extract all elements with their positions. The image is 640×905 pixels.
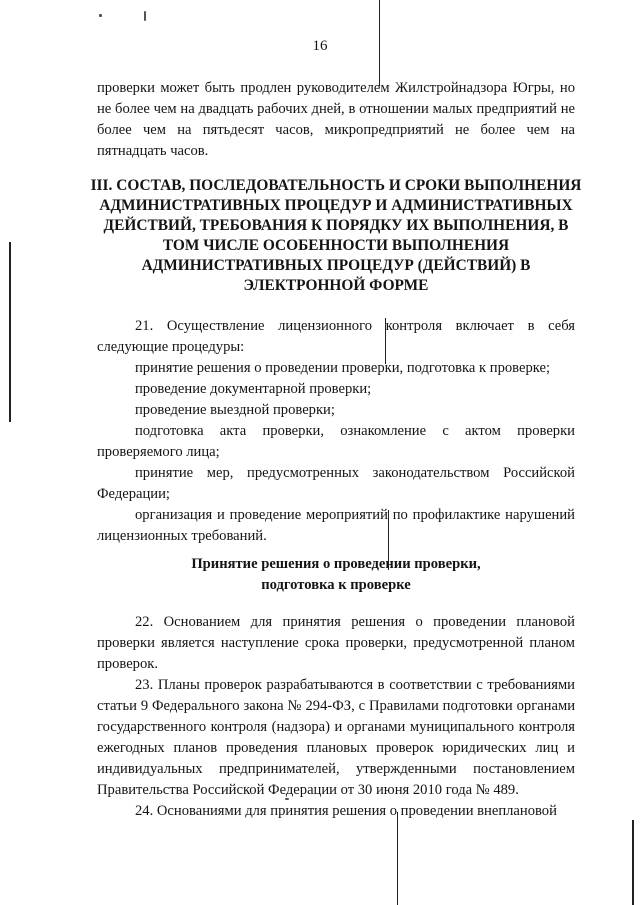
section-heading-line: АДМИНИСТРАТИВНЫХ ПРОЦЕДУР И АДМИНИСТРАТИВНЫХ <box>99 197 573 214</box>
subsection-heading <box>97 554 575 596</box>
procedure-item: организация и проведение мероприятий по профилактике нарушений лицензионных требований. <box>97 507 575 544</box>
procedure-item: подготовка акта проверки, ознакомление с актом проверки проверяемого лица; <box>97 423 575 460</box>
subsection-heading-line: Принятие решения о проведении проверки, <box>191 556 481 572</box>
scan-speck <box>99 14 102 17</box>
page-number: 16 <box>312 38 328 54</box>
scan-line-right-edge <box>632 820 634 905</box>
procedure-item: принятие решения о проведении проверки, подготовка к проверке; <box>135 360 551 376</box>
section-heading-line: ДЕЙСТВИЙ, ТРЕБОВАНИЯ К ПОРЯДКУ ИХ ВЫПОЛНЕНИЯ, В <box>103 217 569 234</box>
subsection-body <box>97 612 575 822</box>
section-heading-line: ТОМ ЧИСЛЕ ОСОБЕННОСТИ ВЫПОЛНЕНИЯ <box>162 237 510 254</box>
paragraph-24: 24. Основаниями для принятия решения о проведении внеплановой <box>135 803 557 819</box>
section-heading-line: ЭЛЕКТРОННОЙ ФОРМЕ <box>243 277 429 294</box>
paragraph-22: 22. Основанием для принятия решения о проведении плановой проверки является наступление срока проверки, предусмотренной планом проверок. <box>97 614 575 672</box>
subsection-heading-line: подготовка к проверке <box>261 577 411 593</box>
section-heading-line: III. СОСТАВ, ПОСЛЕДОВАТЕЛЬНОСТЬ И СРОКИ ВЫПОЛНЕНИЯ <box>90 177 582 194</box>
scan-speck <box>144 11 146 21</box>
procedure-item: принятие мер, предусмотренных законодательством Российской Федерации; <box>97 465 575 502</box>
procedures-block <box>97 316 575 547</box>
intro-paragraph: проверки может быть продлен руководителем Жилстройнадзора Югры, но не более чем на двадцать рабочих дней, в отношении малых предприятий не более чем на пятьдесят часов, микропредприятий не более чем на пятнадцать часов. <box>97 80 575 159</box>
scan-line-center-bottom <box>397 812 398 905</box>
procedure-item: проведение документарной проверки; <box>135 381 372 397</box>
procedure-item: проведение выездной проверки; <box>135 402 335 418</box>
scan-line-left-edge <box>9 242 11 422</box>
section-heading-line: АДМИНИСТРАТИВНЫХ ПРОЦЕДУР (ДЕЙСТВИЙ) В <box>141 257 531 274</box>
section-heading <box>90 176 582 296</box>
paragraph-21: 21. Осуществление лицензионного контроля включает в себя следующие процедуры: <box>97 318 575 355</box>
paragraph-23: 23. Планы проверок разрабатываются в соответствии с требованиями статьи 9 Федерального закона № 294-ФЗ, с Правилами подготовки органами государственного контроля (надзора) и органами муниципального контроля ежегодных планов проведения плановых проверок юридических лиц и индивидуальных предпринимателей, утвержденными постановлением Правительства Российской Федерации от 30 июня 2010 года № 489. <box>97 677 575 798</box>
intro-paragraph-block <box>97 78 575 162</box>
